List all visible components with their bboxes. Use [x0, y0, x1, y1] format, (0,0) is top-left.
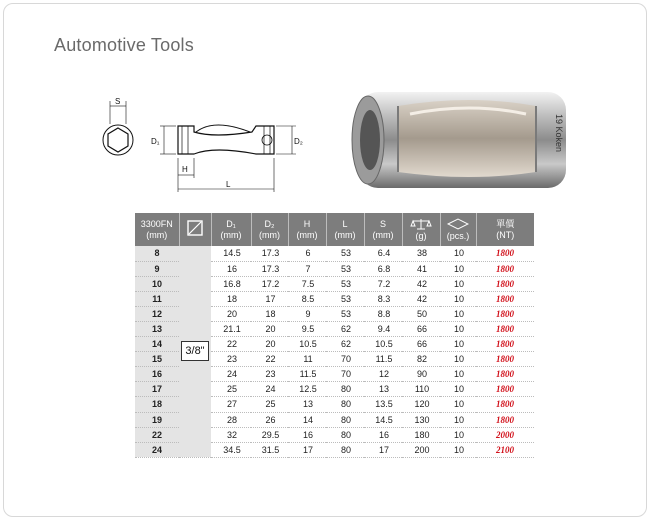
l-cell: 62: [326, 337, 364, 352]
d2-cell: 26: [251, 412, 288, 427]
header-weight: (g): [402, 213, 440, 246]
d1-cell: 27: [211, 397, 251, 412]
s-cell: 9.4: [364, 321, 402, 336]
s-cell: 7.2: [364, 276, 402, 291]
d2-cell: 31.5: [251, 442, 288, 457]
pcs-cell: 10: [440, 382, 476, 397]
d2-cell: 18: [251, 306, 288, 321]
drive-size-label: 3/8": [181, 341, 208, 361]
d2-cell: 17.3: [251, 261, 288, 276]
weight-cell: 120: [402, 397, 440, 412]
size-cell: 18: [135, 397, 179, 412]
photo-engraving: 19 Koken: [554, 114, 564, 153]
spec-table: [135, 213, 534, 458]
pcs-cell: 10: [440, 442, 476, 457]
s-cell: 8.3: [364, 291, 402, 306]
weight-cell: 66: [402, 337, 440, 352]
d1-cell: 32: [211, 427, 251, 442]
socket-dimension-diagram: [96, 98, 316, 198]
price-cell: 1800: [476, 352, 534, 367]
drive-size-cell: [179, 246, 211, 457]
s-cell: 10.5: [364, 337, 402, 352]
l-cell: 80: [326, 412, 364, 427]
table-header-row: [135, 213, 534, 246]
l-cell: 70: [326, 367, 364, 382]
d1-cell: 14.5: [211, 246, 251, 261]
dim-label-l: L: [226, 180, 231, 189]
page-title: Automotive Tools: [54, 35, 194, 55]
size-cell: 10: [135, 276, 179, 291]
h-cell: 9: [288, 306, 326, 321]
weight-cell: 82: [402, 352, 440, 367]
h-cell: 17: [288, 442, 326, 457]
s-cell: 17: [364, 442, 402, 457]
l-cell: 80: [326, 442, 364, 457]
d2-cell: 23: [251, 367, 288, 382]
price-cell: 1800: [476, 382, 534, 397]
d1-cell: 25: [211, 382, 251, 397]
header-l: L (mm): [326, 213, 364, 246]
d1-cell: 21.1: [211, 321, 251, 336]
d1-cell: 16.8: [211, 276, 251, 291]
pcs-cell: 10: [440, 291, 476, 306]
d2-cell: 17.3: [251, 246, 288, 261]
size-cell: 17: [135, 382, 179, 397]
d1-cell: 20: [211, 306, 251, 321]
weight-cell: 42: [402, 276, 440, 291]
price-cell: 1800: [476, 367, 534, 382]
d1-cell: 28: [211, 412, 251, 427]
h-cell: 9.5: [288, 321, 326, 336]
size-cell: 16: [135, 367, 179, 382]
pcs-cell: 10: [440, 367, 476, 382]
h-cell: 6: [288, 246, 326, 261]
price-cell: 2000: [476, 427, 534, 442]
price-cell: 1800: [476, 337, 534, 352]
price-cell: 1800: [476, 306, 534, 321]
s-cell: 14.5: [364, 412, 402, 427]
pcs-cell: 10: [440, 261, 476, 276]
pcs-cell: 10: [440, 276, 476, 291]
s-cell: 13: [364, 382, 402, 397]
s-cell: 12: [364, 367, 402, 382]
d1-cell: 23: [211, 352, 251, 367]
size-cell: 13: [135, 321, 179, 336]
s-cell: 6.8: [364, 261, 402, 276]
h-cell: 12.5: [288, 382, 326, 397]
d2-cell: 20: [251, 321, 288, 336]
pcs-cell: 10: [440, 306, 476, 321]
l-cell: 62: [326, 321, 364, 336]
weight-cell: 130: [402, 412, 440, 427]
price-cell: 1800: [476, 276, 534, 291]
socket-product-photo: [340, 84, 580, 194]
l-cell: 80: [326, 427, 364, 442]
h-cell: 7: [288, 261, 326, 276]
weight-cell: 90: [402, 367, 440, 382]
h-cell: 8.5: [288, 291, 326, 306]
s-cell: 11.5: [364, 352, 402, 367]
d1-cell: 18: [211, 291, 251, 306]
weight-cell: 66: [402, 321, 440, 336]
d1-cell: 34.5: [211, 442, 251, 457]
price-cell: 1800: [476, 397, 534, 412]
header-d1: D₁ (mm): [211, 213, 251, 246]
d2-cell: 17: [251, 291, 288, 306]
square-drive-icon: [186, 219, 204, 237]
dim-label-d2: D₂: [294, 137, 303, 146]
header-h: H (mm): [288, 213, 326, 246]
pcs-cell: 10: [440, 397, 476, 412]
d2-cell: 17.2: [251, 276, 288, 291]
table-row: [135, 246, 534, 261]
l-cell: 53: [326, 261, 364, 276]
h-cell: 14: [288, 412, 326, 427]
package-icon: [447, 218, 469, 230]
s-cell: 16: [364, 427, 402, 442]
dim-label-s: S: [115, 98, 121, 106]
h-cell: 11.5: [288, 367, 326, 382]
price-cell: 1800: [476, 291, 534, 306]
h-cell: 16: [288, 427, 326, 442]
header-pcs: (pcs.): [440, 213, 476, 246]
l-cell: 53: [326, 276, 364, 291]
size-cell: 22: [135, 427, 179, 442]
d2-cell: 20: [251, 337, 288, 352]
weight-cell: 180: [402, 427, 440, 442]
price-cell: 1800: [476, 261, 534, 276]
l-cell: 53: [326, 246, 364, 261]
size-cell: 24: [135, 442, 179, 457]
l-cell: 80: [326, 382, 364, 397]
weight-cell: 42: [402, 291, 440, 306]
dim-label-h: H: [182, 165, 188, 174]
pcs-cell: 10: [440, 427, 476, 442]
d1-cell: 16: [211, 261, 251, 276]
pcs-cell: 10: [440, 321, 476, 336]
s-cell: 6.4: [364, 246, 402, 261]
pcs-cell: 10: [440, 246, 476, 261]
price-cell: 1800: [476, 412, 534, 427]
s-cell: 8.8: [364, 306, 402, 321]
weight-cell: 38: [402, 246, 440, 261]
d2-cell: 22: [251, 352, 288, 367]
l-cell: 70: [326, 352, 364, 367]
weight-cell: 41: [402, 261, 440, 276]
header-d2: D₂ (mm): [251, 213, 288, 246]
size-cell: 8: [135, 246, 179, 261]
pcs-cell: 10: [440, 352, 476, 367]
price-cell: 2100: [476, 442, 534, 457]
h-cell: 11: [288, 352, 326, 367]
header-drive: [179, 213, 211, 246]
d2-cell: 29.5: [251, 427, 288, 442]
header-price: 單價 (NT): [476, 213, 534, 246]
size-cell: 9: [135, 261, 179, 276]
s-cell: 13.5: [364, 397, 402, 412]
size-cell: 19: [135, 412, 179, 427]
pcs-cell: 10: [440, 412, 476, 427]
weight-cell: 200: [402, 442, 440, 457]
h-cell: 13: [288, 397, 326, 412]
dim-label-d1: D₁: [151, 137, 160, 146]
size-cell: 15: [135, 352, 179, 367]
header-s: S (mm): [364, 213, 402, 246]
d2-cell: 25: [251, 397, 288, 412]
price-cell: 1800: [476, 321, 534, 336]
h-cell: 10.5: [288, 337, 326, 352]
d1-cell: 24: [211, 367, 251, 382]
l-cell: 53: [326, 291, 364, 306]
scale-icon: [410, 218, 432, 230]
size-cell: 12: [135, 306, 179, 321]
size-cell: 11: [135, 291, 179, 306]
weight-cell: 50: [402, 306, 440, 321]
size-cell: 14: [135, 337, 179, 352]
price-cell: 1800: [476, 246, 534, 261]
h-cell: 7.5: [288, 276, 326, 291]
d2-cell: 24: [251, 382, 288, 397]
pcs-cell: 10: [440, 337, 476, 352]
l-cell: 80: [326, 397, 364, 412]
d1-cell: 22: [211, 337, 251, 352]
weight-cell: 110: [402, 382, 440, 397]
header-size: 3300FN (mm): [135, 213, 179, 246]
l-cell: 53: [326, 306, 364, 321]
